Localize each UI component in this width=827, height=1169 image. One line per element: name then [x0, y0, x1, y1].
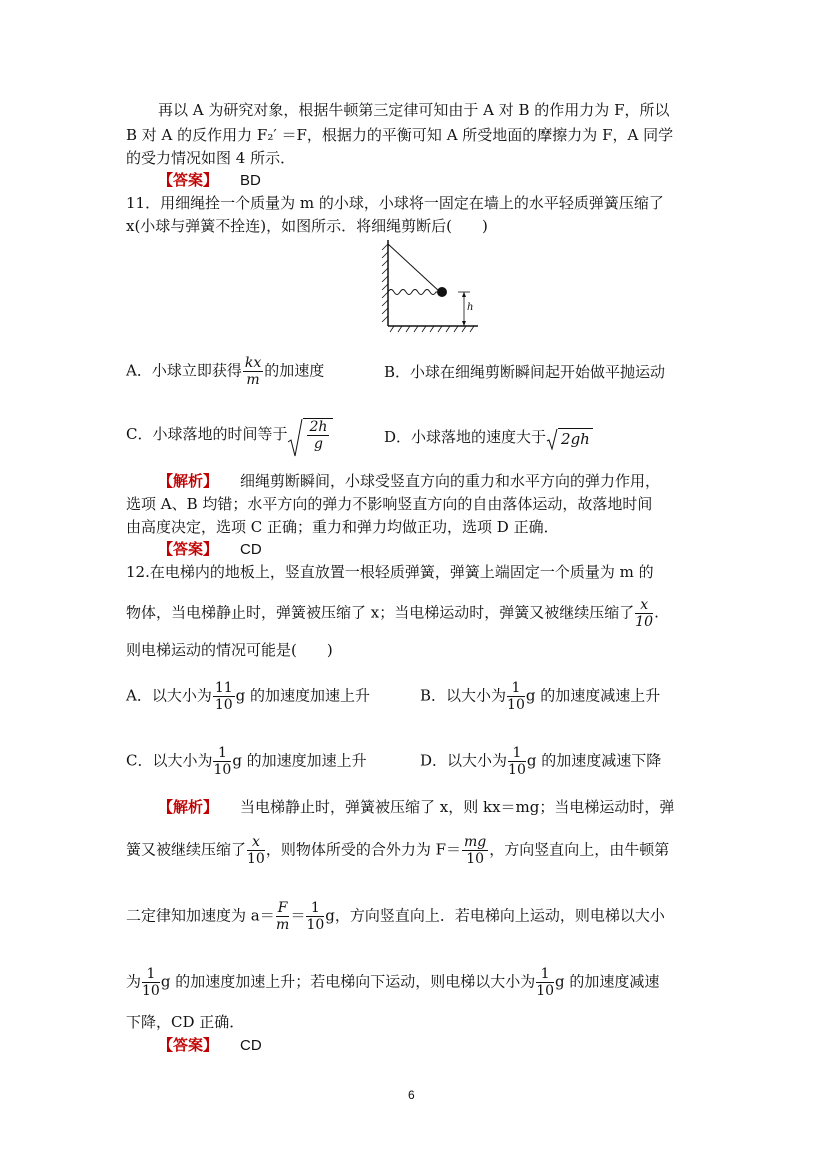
explanation-line: 下降，CD 正确． [126, 1013, 245, 1031]
height-label: h [467, 302, 474, 313]
option-text: 的加速度 [264, 361, 325, 380]
question-11-line: 11．用细绳拴一个质量为 m 的小球，小球将一固定在墙上的水平轻质弹簧压缩了 [126, 194, 664, 212]
explanation-line: 为 $\frac{1}{10}$ g 的加速度加速上升；若电梯向下运动，则电梯以大小为 $\frac{1}{10}$ g 的加速度减速 [126, 966, 660, 999]
explanation-line: 簧又被继续压缩了 $\frac{x}{10}$ ，则物体所受的合外力为 F＝ $\frac{mg}{10}$ ，方向竖直向上，由牛顿第 [126, 834, 670, 867]
fraction: $\frac{x}{10}$ [635, 597, 654, 630]
sqrt: 2gh [546, 428, 593, 449]
option-text: D．小球落地的速度大于 [384, 428, 547, 446]
page-number: 6 [408, 1088, 415, 1102]
explanation-line: 二定律知加速度为 a＝ $\frac{F}{m}$ ＝ $\frac{1}{10}$ g，方向竖直向上．若电梯向上运动，则电梯以大小 [126, 900, 665, 933]
spring-ball-figure [370, 234, 490, 338]
explanation-text: 细绳剪断瞬间，小球受竖直方向的重力和水平方向的弹力作用， [240, 472, 661, 490]
explanation-text: 当电梯静止时，弹簧被压缩了 x，则 kx＝mg；当电梯运动时，弹 [240, 798, 675, 816]
answer-value: CD [240, 1037, 262, 1054]
explanation-label: 【解析】 [158, 472, 219, 490]
sqrt: $\frac{2h}{g}$ [287, 418, 333, 452]
option-b: B．以大小为 $\frac{1}{10}$ g 的加速度减速上升 [420, 680, 661, 713]
fraction: $\frac{1}{10}$ [213, 745, 232, 778]
explanation-line: 选项 A、B 均错；水平方向的弹力不影响竖直方向的自由落体运动，故落地时间 [126, 495, 653, 513]
answer-value: CD [240, 541, 262, 558]
question-12-line: 12.在电梯内的地板上，竖直放置一根轻质弹簧，弹簧上端固定一个质量为 m 的 [126, 563, 654, 581]
answer-label: 【答案】 [158, 540, 219, 558]
fraction: $\frac{kx}{m}$ [244, 355, 262, 388]
fraction: $\frac{1}{10}$ [508, 745, 526, 778]
fraction: $\frac{F}{m}$ [275, 900, 290, 933]
paragraph-line: 再以 A 为研究对象，根据牛顿第三定律可知由于 A 对 B 的作用力为 F，所以 [158, 101, 670, 119]
option-a [126, 355, 324, 388]
fraction: $\frac{1}{10}$ [142, 966, 160, 999]
explanation-line: 由高度决定，选项 C 正确；重力和弹力均做正功，选项 D 正确． [126, 518, 559, 536]
option-text: C．小球落地的时间等于 [126, 425, 288, 443]
question-12-line: 则电梯运动的情况可能是( ) [126, 641, 333, 659]
answer-11 [158, 539, 262, 560]
fraction: $\frac{11}{10}$ [214, 680, 233, 713]
option-c: C．以大小为 $\frac{1}{10}$ g 的加速度加速上升 [126, 745, 367, 778]
option-text: A．小球立即获得 [126, 361, 242, 380]
option-b: B．小球在细绳剪断瞬间起开始做平抛运动 [384, 363, 666, 381]
explanation-label: 【解析】 [158, 798, 219, 816]
option-d [384, 427, 593, 449]
explanation-11 [158, 471, 660, 491]
fraction: $\frac{1}{10}$ [507, 680, 525, 713]
option-c [126, 418, 333, 452]
fraction: $\frac{1}{10}$ [536, 966, 555, 999]
explanation-12 [158, 797, 674, 817]
fraction: $\frac{mg}{10}$ [464, 834, 487, 867]
answer-label: 【答案】 [158, 1036, 219, 1054]
question-11-line: x(小球与弹簧不拴连)，如图所示．将细绳剪断后( ) [126, 217, 488, 235]
answer-label: 【答案】 [158, 171, 219, 189]
fraction: $\frac{x}{10}$ [247, 834, 265, 867]
answer-value: BD [240, 172, 261, 189]
question-12-line: 物体，当电梯静止时，弹簧被压缩了 x；当电梯运动时，弹簧又被继续压缩了 $\frac{x}{10}$ . [126, 597, 659, 630]
paragraph-line: B 对 A 的反作用力 F₂′ ＝F，根据力的平衡可知 A 所受地面的摩擦力为 F，A 同学 [126, 126, 674, 144]
option-a: A．以大小为 $\frac{11}{10}$ g 的加速度加速上升 [126, 680, 371, 713]
paragraph-line: 的受力情况如图 4 所示． [126, 149, 296, 167]
answer-10 [158, 170, 261, 191]
answer-12 [158, 1035, 262, 1056]
option-d: D．以大小为 $\frac{1}{10}$ g 的加速度减速下降 [420, 745, 662, 778]
fraction: $\frac{1}{10}$ [306, 900, 325, 933]
